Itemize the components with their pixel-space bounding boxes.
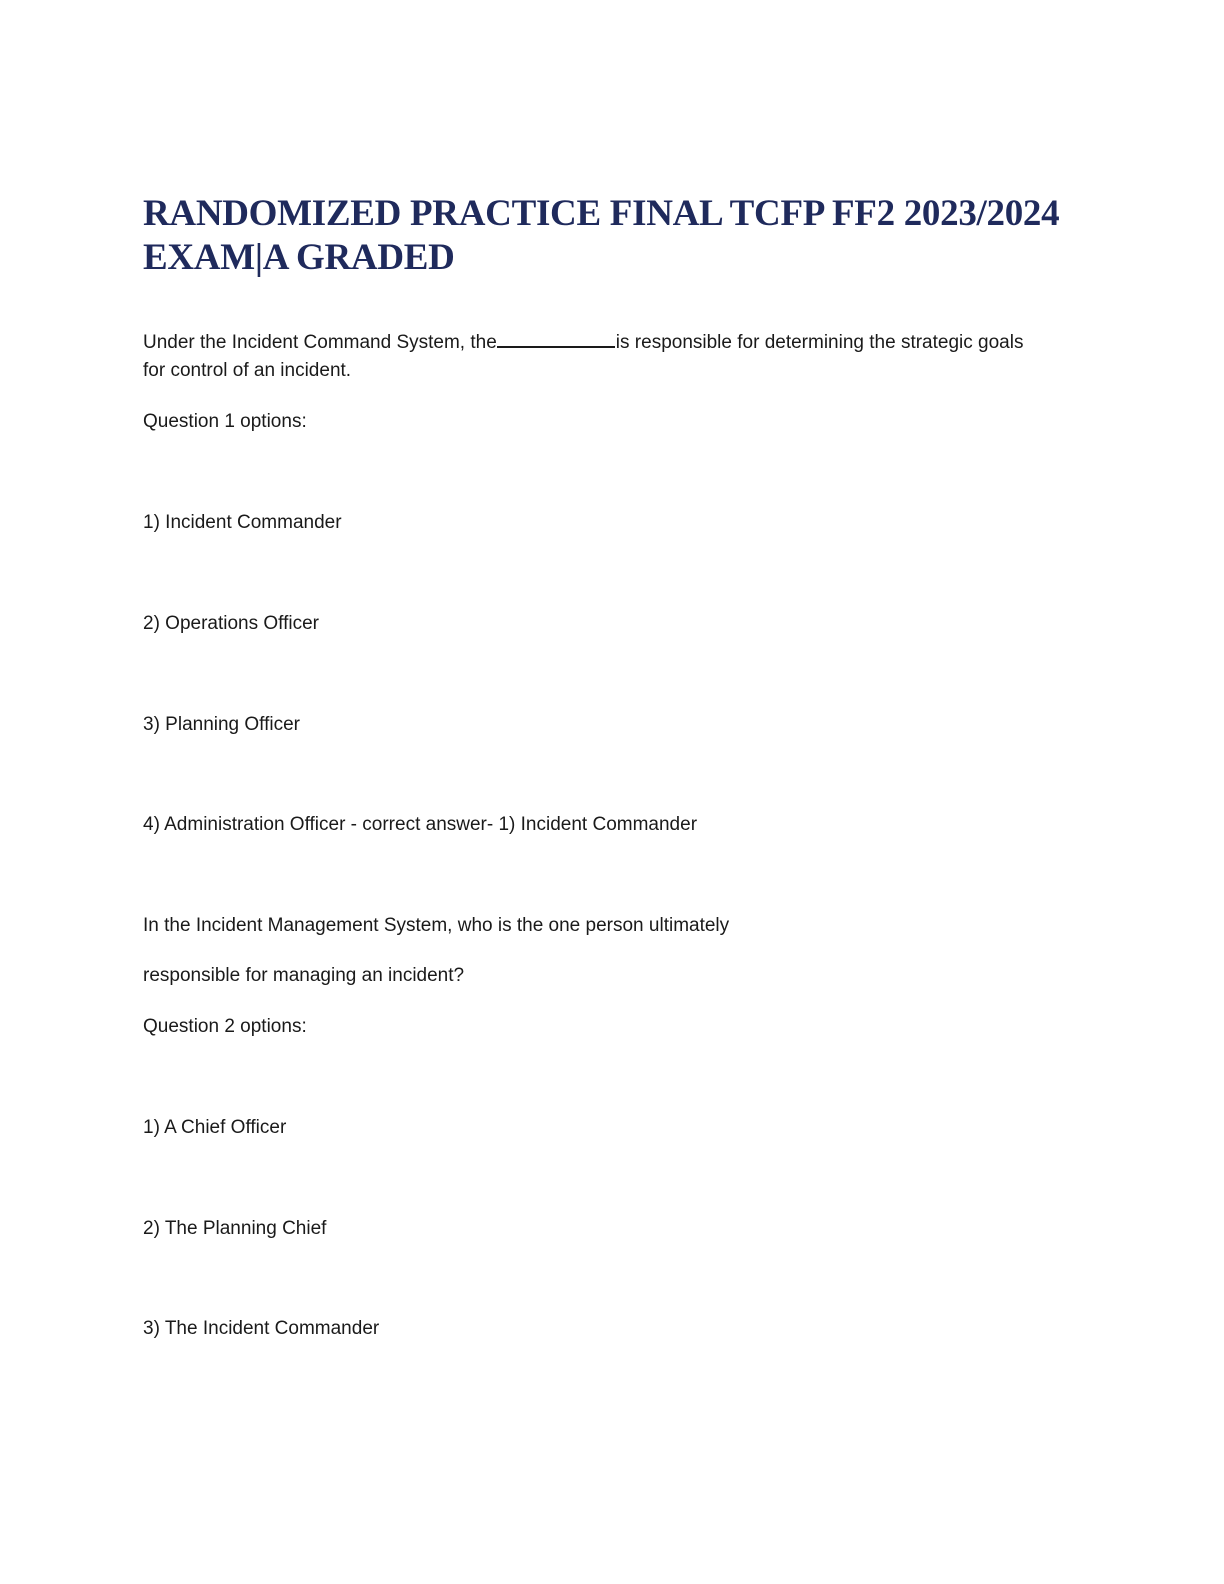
question-1-text-before-blank: Under the Incident Command System, the (143, 332, 497, 353)
question-1-options-label: Question 1 options: (143, 411, 307, 432)
question-2-options-label: Question 2 options: (143, 1016, 307, 1037)
question-1-option-3: 3) Planning Officer (143, 714, 301, 735)
question-1-text (143, 329, 1023, 355)
fill-in-blank (497, 329, 615, 348)
question-1-option-4: 4) Administration Officer - correct answer- 1) Incident Commander (143, 814, 698, 835)
question-1-text-line-2: for control of an incident. (143, 360, 352, 381)
title-line-2: EXAM|A GRADED (143, 237, 455, 278)
question-1-option-2: 2) Operations Officer (143, 613, 320, 634)
question-1-text-after-blank: is responsible for determining the strategic goals (615, 332, 1024, 353)
question-2-text-line-1: In the Incident Management System, who is the one person ultimately (143, 915, 730, 936)
question-2-option-2: 2) The Planning Chief (143, 1218, 327, 1239)
question-2-text-line-2: responsible for managing an incident? (143, 965, 465, 986)
question-2-option-3: 3) The Incident Commander (143, 1318, 380, 1339)
question-2-option-1: 1) A Chief Officer (143, 1117, 287, 1138)
question-1-option-1: 1) Incident Commander (143, 512, 342, 533)
title-line-1: RANDOMIZED PRACTICE FINAL TCFP FF2 2023/2024 (143, 193, 1060, 234)
document-title (143, 192, 1103, 280)
